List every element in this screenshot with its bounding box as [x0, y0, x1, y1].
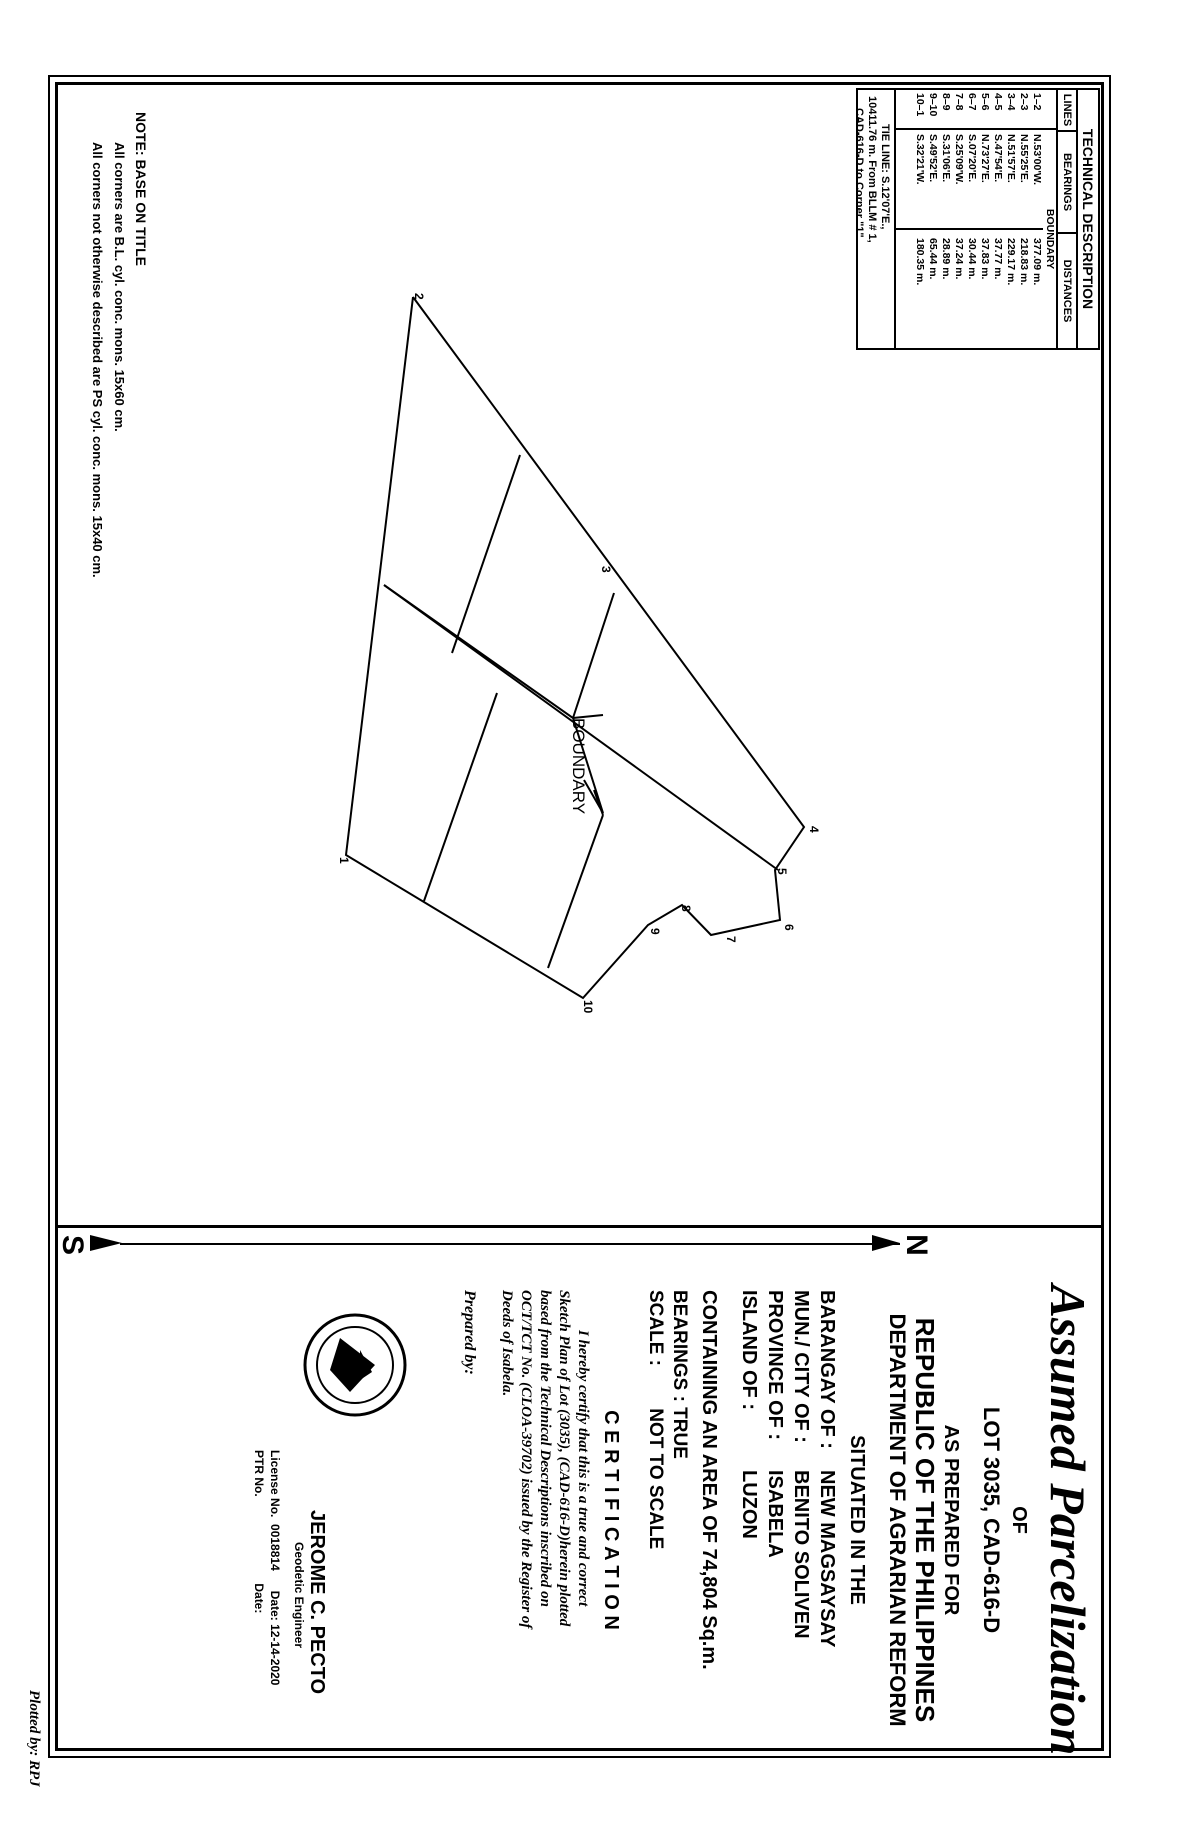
dar-line: DEPARTMENT OF AGRARIAN REFORM [885, 1313, 910, 1727]
corner-label: 1 [337, 857, 351, 864]
south-label: S [56, 1234, 90, 1256]
province-value: ISABELA [764, 1470, 786, 1558]
title-heading: Assumed Parcelization [1040, 1284, 1096, 1756]
boundary-label: BOUNDARY [569, 718, 588, 815]
province-label: PROVINCE OF : [764, 1290, 786, 1441]
north-label: N [899, 1234, 933, 1256]
ptr-line: PTR No. Date: [252, 1450, 266, 1614]
corner-label: 5 [775, 868, 789, 875]
barangay-label: BARANGAY OF : [816, 1290, 838, 1449]
situated-line: SITUATED IN THE [846, 1435, 868, 1605]
engineer-name: JEROME C. PECTO [306, 1510, 328, 1695]
scale-line: SCALE : NOT TO SCALE [645, 1290, 666, 1550]
table-title: TECHNICAL DESCRIPTION [1076, 90, 1098, 348]
distances-column: 377.09 m. 218.83 m. 229.17 m. 37.77 m. 37.83 m. 30.44 m. 37.24 m. 28.89 m. 65.44 m. 180.35 m. [914, 238, 1043, 286]
title-of: OF [1008, 1506, 1030, 1534]
prepared-by: Prepared by: [461, 1290, 478, 1375]
note-title: NOTE: BASE ON TITLE [133, 112, 149, 266]
license-line: License No. 0018814 Date: 12-14-2020 [268, 1450, 282, 1686]
bearings-line: BEARINGS : TRUE [669, 1290, 690, 1459]
mun-value: BENITO SOLIVEN [790, 1470, 812, 1639]
corner-label: 3 [599, 566, 613, 573]
engineer-title: Geodetic Engineer [292, 1542, 306, 1649]
tie-line: TIE LINE: S.12'07'E., 10411.76 m. From BLLM # 1, CAD-616-D to Corner "1". [853, 96, 891, 243]
corner-label: 8 [679, 905, 693, 912]
corner-label: 2 [412, 293, 426, 300]
note-line: All corners are B.L. cyl. conc. mons. 15x60 cm. [112, 142, 127, 432]
corner-label: 7 [724, 936, 738, 943]
note-line: All corners not otherwise described are PS cyl. conc. mons. 15x40 cm. [90, 142, 105, 578]
corner-label: 4 [807, 826, 821, 833]
sheet-border-inner [55, 82, 1104, 1751]
header-lines: LINES [1058, 90, 1076, 132]
certification-title: C E R T I F I C A T I O N [600, 1410, 622, 1630]
republic-line: REPUBLIC OF THE PHILIPPINES [910, 1317, 940, 1723]
corner-label: 9 [648, 928, 662, 935]
mun-label: MUN./ CITY OF : [790, 1290, 812, 1443]
bearings-column: N.53'00'W. N.55'25'E. N.51'57'E. S.47'54'E. N.73'27'E. S.07'20'E. S.25'09'W. S.31'06'E. S.49'52'E. S.32'21'W. [896, 130, 1043, 230]
plotted-by: Plotted by: RPJ [26, 1690, 42, 1787]
header-distances: DISTANCES [1061, 259, 1073, 323]
section-label: BOUNDARY [1044, 208, 1056, 270]
lot-title: LOT 3035, CAD-616-D [979, 1406, 1004, 1634]
barangay-value: NEW MAGSAYSAY [816, 1470, 838, 1648]
area-line: CONTAINING AN AREA OF 74,804 Sq.m. [698, 1290, 720, 1670]
corner-label: 10 [581, 1000, 595, 1014]
corner-label: 6 [782, 924, 796, 931]
island-label: ISLAND OF : [738, 1290, 760, 1410]
lines-column: 1–2 2–3 3–4 4–5 5–6 6–7 7–8 8–9 9–10 10–1 [896, 90, 1056, 130]
header-bearings: BEARINGS [1058, 132, 1076, 234]
prepared-for: AS PREPARED FOR [940, 1424, 962, 1616]
island-value: LUZON [738, 1470, 760, 1539]
certification-text: I hereby certify that this is a true and correct Sketch Plan of Lot (3035), (CAD-616-D)herein plotted based from the Technical Descriptions inscribed on OCT/TCT No. (CLOA-39702) issued by the Register of Deeds of Isabela. [499, 1290, 591, 1629]
